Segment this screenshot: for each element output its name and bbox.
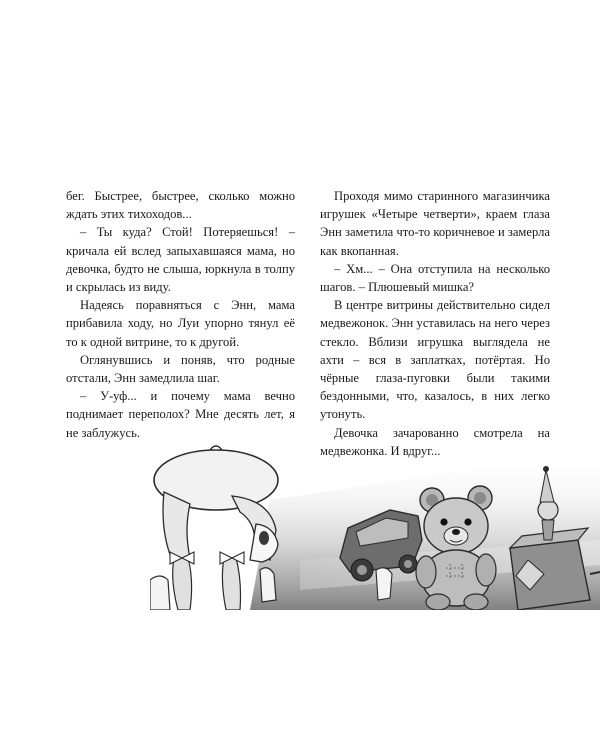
paragraph: бег. Быстрее, быстрее, сколько можно ждать этих тихоходов... — [66, 189, 295, 222]
paragraph: – Ты куда? Стой! Потеряешься! – кричала ей вслед запыхавшаяся мама, но девочка, будто не слыша, юркнула в толпу и скрылась из виду. — [66, 225, 295, 295]
paragraph: В центре витрины действительно сидел медвежонок. Энн уставилась на него через стекло. Вблизи игрушка выглядела не ахти – вся в заплатках, потёртая. Но чёрные глаза-пуговки были такими бездонными, что, казалось, в них легко утонуть. — [320, 298, 550, 422]
paragraph: Оглянувшись и поняв, что родные отстали, Энн замедлила шаг. — [66, 352, 295, 386]
paragraph: Проходя мимо старинного магазинчика игрушек «Четыре четверти», краем глаза Энн заметила что-то коричневое и замерла как вкопанная. — [320, 189, 550, 258]
illustration-girl-at-shop-window — [150, 440, 600, 610]
right-text-column — [320, 187, 550, 460]
paragraph: – Хм... – Она отступила на несколько шагов. – Плюшевый мишка? — [320, 261, 550, 295]
paragraph: – У-уф... и почему мама вечно поднимает переполох? Мне десять лет, я не заблужусь. — [66, 389, 295, 440]
paragraph: Девочка зачарованно смотрела на медвежонка. И вдруг... — [320, 425, 550, 458]
paragraph: Надеясь поравняться с Энн, мама прибавила ходу, но Луи упорно тянул её то к одной витрине, то к другой. — [66, 298, 295, 349]
left-text-column — [66, 187, 295, 442]
